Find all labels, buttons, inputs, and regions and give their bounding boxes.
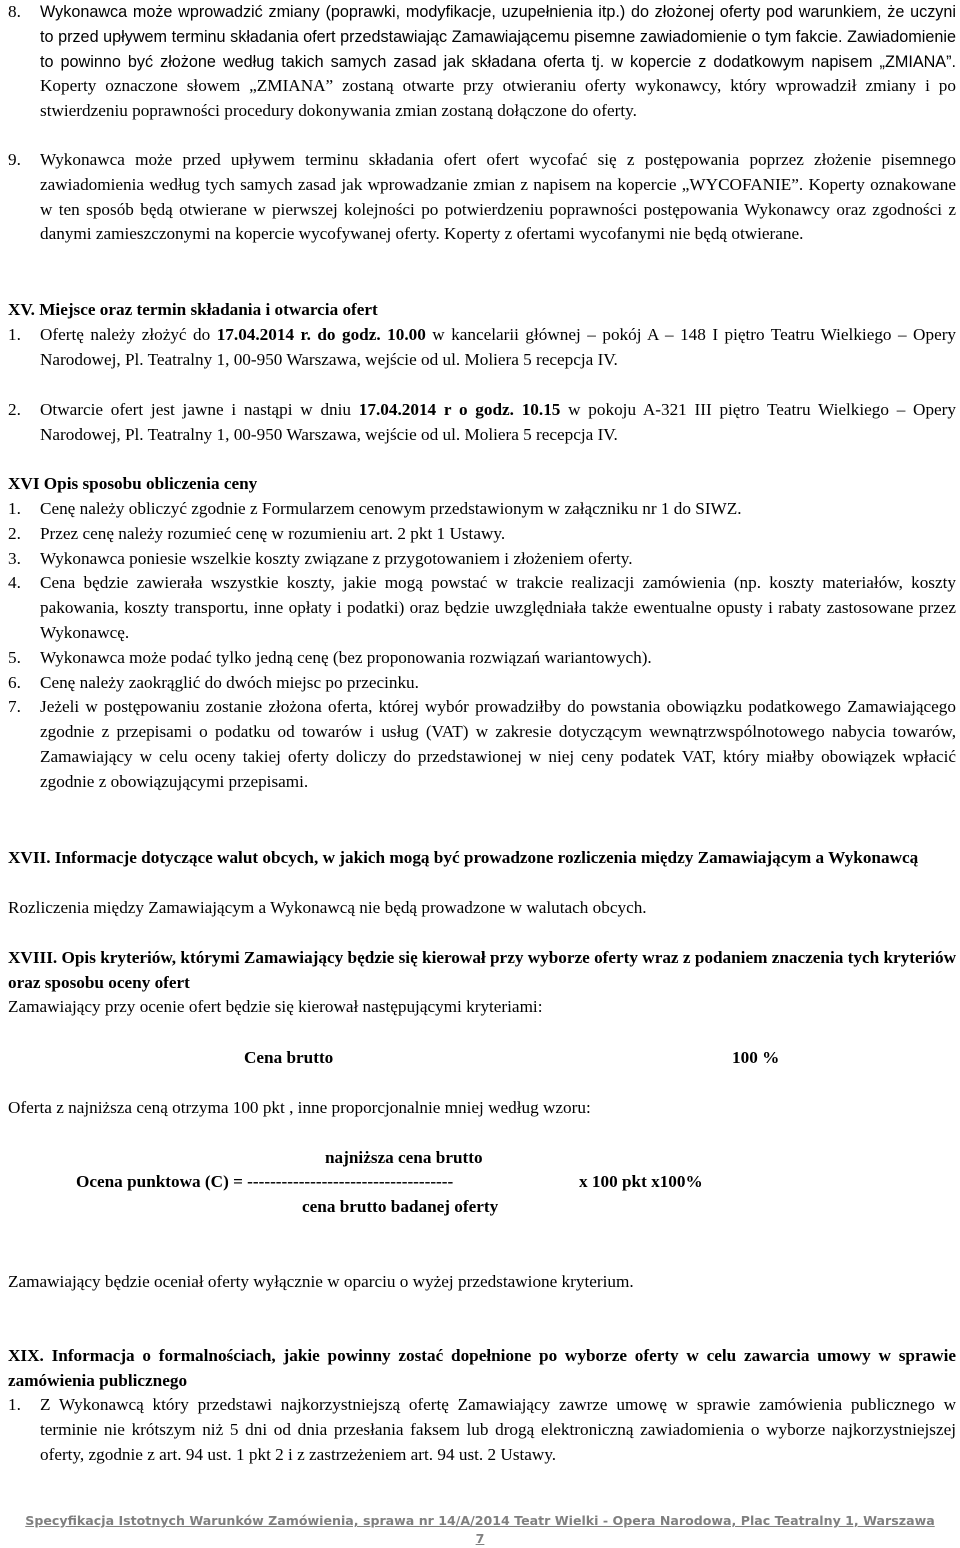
- point-8: [8, 0, 956, 124]
- section-xv-item-2: 2. Otwarcie ofert jest jawne i nastąpi w dniu 17.04.2014 r o godz. 10.15 w pokoju A-321 III piętro Teatru Wielkiego – Opery Narodowej, Pl. Teatralny 1, 00-950 Warszawa, wejście od ul. Moliera 5 recepcja IV.: [8, 400, 957, 444]
- section-xvii-title: XVII. Informacje dotyczące walut obcych, w jakich mogą być prowadzone rozliczenia między Zamawiającym a Wykonawcą: [8, 848, 919, 867]
- criterion-label: Cena brutto: [244, 1048, 334, 1067]
- section-xviii-intro: Zamawiający przy ocenie ofert będzie się kierował następującymi kryteriami:: [8, 997, 543, 1016]
- page-number: 7: [475, 1531, 485, 1546]
- point-9-number: 9.: [8, 150, 21, 169]
- point-8-text-b: Koperty oznaczone słowem „ZMIANA” zostaną otwarte przy otwieraniu oferty wykonawcy, który wprowadził zmiany i po stwierdzeniu poprawności procedury dokonywania zmian zostaną dołączone do oferty.: [40, 76, 956, 121]
- section-xix-title: XIX. Informacja o formalnościach, jakie powinny zostać dopełnione po wyborze oferty w celu zawarcia umowy w sprawie zamówienia publicznego: [8, 1346, 956, 1390]
- point-8-number: 8.: [8, 2, 21, 21]
- section-xv-item-1: 1. Ofertę należy złożyć do 17.04.2014 r. do godz. 10.00 w kancelarii głównej – pokój A – 148 I piętro Teatru Wielkiego – Opery Narodowej, Pl. Teatralny 1, 00-950 Warszawa, wejście od ul. Moliera 5 recepcja IV.: [8, 325, 957, 369]
- section-xvii-text: Rozliczenia między Zamawiającym a Wykonawcą nie będą prowadzone w walutach obcych.: [8, 898, 647, 917]
- list-item: 4. Cena będzie zawierała wszystkie koszty, jakie mogą powstać w trakcie realizacji zamówienia (np. koszty materiałów, koszty pakowania, koszty transportu, inne opłaty i podatki) oraz będzie uwzględniała także ewentualne opusty i rabaty zastosowane przez Wykonawcę.: [8, 573, 956, 642]
- page-footer: Specyfikacja Istotnych Warunków Zamówienia, sprawa nr 14/A/2014 Teatr Wielki - Opera Narodowa, Plac Teatralny 1, Warszawa: [25, 1513, 935, 1528]
- section-xix-item-1: 1. Z Wykonawcą który przedstawi najkorzystniejszą ofertę Zamawiający zawrze umowę w sprawie zamówienia publicznego w terminie nie krótszym niż 5 dni od dnia przesłania faksem lub drogą elektroniczną zawiadomienia o wyborze najkorzystniejszej oferty, zgodnie z art. 94 ust. 1 pkt 2 i z zastrzeżeniem art. 94 ust. 2 Ustawy.: [8, 1395, 956, 1464]
- formula-main: Ocena punktowa (C) = ------------------------------------: [76, 1172, 454, 1191]
- section-xv-title: XV. Miejsce oraz termin składania i otwarcia ofert: [8, 300, 378, 319]
- section-xviii-closing: Zamawiający będzie oceniał oferty wyłącznie w oparciu o wyżej przedstawione kryterium.: [8, 1272, 634, 1291]
- point-8-text-a: Wykonawca może wprowadzić zmiany (poprawki, modyfikacje, uzupełnienia itp.) do złożonej oferty pod warunkiem, że uczyni to przed upływem terminu składania ofert przedstawiając Zamawiającemu pisemne zawiadomienie o tym fakcie. Zawiadomienie to powinno być złożone według takich samych zasad jak składana oferta tj. w kopercie z dodatkowym napisem „ZMIANA”.: [40, 3, 956, 71]
- point-9: [8, 148, 956, 247]
- section-xvi-list: [8, 497, 956, 795]
- criterion-weight: 100 %: [732, 1048, 780, 1067]
- formula-denominator: cena brutto badanej oferty: [302, 1197, 499, 1216]
- section-xviii-title: XVIII. Opis kryteriów, którymi Zamawiający będzie się kierował przy wyborze oferty wraz z podaniem znaczenia tych kryteriów oraz sposobu oceny ofert: [8, 948, 956, 992]
- scoring-rule: Oferta z najniższa ceną otrzyma 100 pkt , inne proporcjonalnie mniej według wzoru:: [8, 1098, 591, 1117]
- section-xvi-title: XVI Opis sposobu obliczenia ceny: [8, 474, 258, 493]
- list-item: 5. Wykonawca może podać tylko jedną cenę (bez proponowania rozwiązań wariantowych).: [8, 647, 652, 667]
- point-9-text: Wykonawca może przed upływem terminu składania ofert ofert wycofać się z postępowania poprzez złożenie pisemnego zawiadomienia według tych samych zasad jak wprowadzanie zmian z napisem na kopercie „WYCOFANIE”. Koperty oznakowane w ten sposób będą otwierane w pierwszej kolejności po potwierdzeniu poprawności postępowania Wykonawcy oraz zgodności z danymi zamieszczonymi na kopercie wycofywanej oferty. Koperty z ofertami wycofanymi nie będą otwierane.: [40, 150, 956, 244]
- list-item: 1. Cenę należy obliczyć zgodnie z Formularzem cenowym przedstawionym w załączniku nr 1 do SIWZ.: [8, 499, 742, 518]
- list-item: 6. Cenę należy zaokrąglić do dwóch miejsc po przecinku.: [8, 672, 419, 692]
- submission-deadline: 17.04.2014 r. do godz. 10.00: [216, 325, 426, 344]
- opening-date: 17.04.2014 r o godz. 10.15: [358, 400, 561, 419]
- formula-numerator: najniższa cena brutto: [325, 1148, 483, 1167]
- list-item: 7. Jeżeli w postępowaniu zostanie złożona oferta, której wybór prowadziłby do powstania obowiązku podatkowego Zamawiającego zgodnie z przepisami o podatku od towarów i usług (VAT) w zakresie dotyczącym wewnątrzwspólnotowego nabycia towarów, Zamawiający w celu oceny takiej oferty doliczy do przedstawionej w niej ceny podatek VAT, który miałby obowiązek wpłacić zgodnie z obowiązującymi przepisami.: [8, 697, 956, 791]
- formula-multiplier: x 100 pkt x100%: [579, 1172, 703, 1191]
- list-item: 3. Wykonawca poniesie wszelkie koszty związane z przygotowaniem i złożeniem oferty.: [8, 548, 633, 568]
- list-item: 2. Przez cenę należy rozumieć cenę w rozumieniu art. 2 pkt 1 Ustawy.: [8, 523, 506, 543]
